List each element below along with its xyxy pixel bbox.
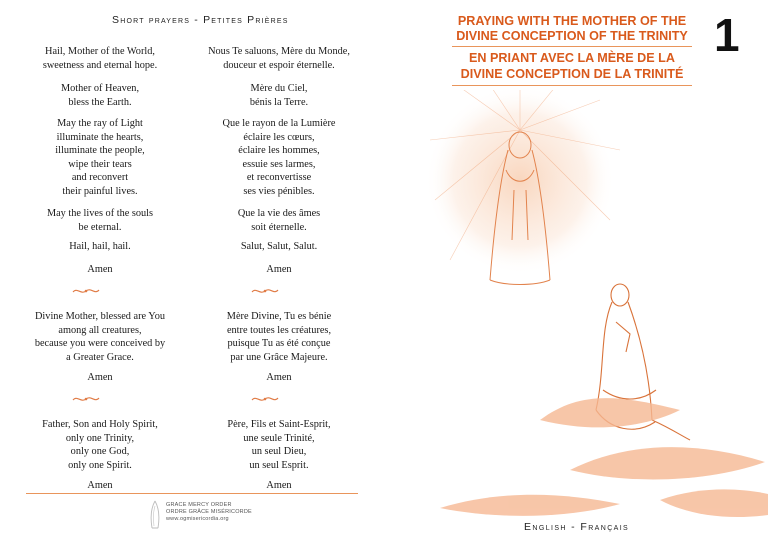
prayer-line: Hail, Mother of the World, — [45, 46, 155, 57]
prayer-7-french — [194, 310, 364, 364]
footer-text — [166, 502, 252, 524]
prayer-line: their painful lives. — [62, 185, 138, 197]
prayer-line: Père, Fils et Saint-Esprit, — [227, 419, 331, 430]
title-french — [452, 50, 692, 82]
prayer-3-french — [194, 117, 364, 199]
ornament-flourish-icon — [250, 286, 280, 296]
prayer-line: Father, Son and Holy Spirit, — [42, 419, 158, 430]
prayer-line: Amen — [266, 480, 292, 491]
prayer-line: Hail, hail, hail. — [69, 241, 131, 252]
page-heading — [112, 14, 289, 26]
heading-text: Short prayers - Petites Prières — [112, 14, 289, 26]
order-logo-icon — [148, 500, 162, 530]
prayer-line: ses vies pénibles. — [243, 185, 315, 197]
prayer-9-english — [15, 418, 185, 472]
virgin-mary-sketch-illustration — [420, 90, 768, 530]
prayer-3-english — [15, 117, 185, 199]
prayer-5-english — [15, 240, 185, 254]
prayer-line: un seul Esprit. — [249, 459, 309, 471]
prayer-4-french — [194, 207, 364, 234]
title-bottom-divider — [452, 85, 692, 86]
prayer-line: because you were conceived by — [34, 338, 166, 350]
prayer-line: a Greater Grace. — [66, 351, 134, 363]
languages-text: English - Français — [524, 521, 630, 533]
prayer-line: and reconvert — [71, 172, 129, 184]
prayer-line: soit éternelle. — [251, 221, 307, 233]
prayer-2-french — [194, 82, 364, 109]
prayer-line: Mère du Ciel, — [250, 83, 308, 94]
ornament-flourish-icon — [250, 394, 280, 404]
prayer-6-french — [194, 263, 364, 277]
prayer-8-english — [15, 371, 185, 385]
prayer-line: douceur et espoir éternelle. — [223, 59, 335, 71]
prayer-6-english — [15, 263, 185, 277]
prayer-line: Nous Te saluons, Mère du Monde, — [208, 46, 350, 57]
prayer-line: Mother of Heaven, — [60, 83, 140, 94]
prayer-line: puisque Tu as été conçue — [227, 338, 331, 350]
languages-label — [524, 521, 629, 533]
footer-line-3: www.ogmisericordia.org — [166, 516, 229, 523]
prayer-line: Salut, Salut, Salut. — [240, 241, 318, 252]
prayer-line: Amen — [87, 372, 113, 383]
prayer-8-french — [194, 371, 364, 385]
title-en-line-1: PRAYING WITH THE MOTHER OF THE — [457, 14, 687, 28]
prayer-line: Amen — [266, 372, 292, 383]
prayer-line: only one Spirit. — [68, 459, 132, 471]
prayer-1-french — [194, 45, 364, 72]
prayer-line: sweetness and eternal hope. — [42, 59, 158, 71]
prayer-7-english — [15, 310, 185, 364]
prayer-line: éclaire les cœurs, — [243, 131, 315, 143]
prayer-line: Mère Divine, Tu es bénie — [226, 311, 332, 322]
prayer-line: be eternal. — [78, 221, 122, 233]
prayer-line: Amen — [266, 264, 292, 275]
prayer-2-english — [15, 82, 185, 109]
footer-line-1: GRACE MERCY ORDER — [166, 502, 232, 508]
prayer-line: wipe their tears — [68, 158, 132, 170]
prayer-line: Que le rayon de la Lumière — [222, 118, 336, 129]
title-english — [452, 14, 692, 44]
prayer-line: Que la vie des âmes — [237, 208, 321, 219]
prayer-line: May the lives of the souls — [46, 208, 154, 219]
prayer-10-french — [194, 479, 364, 493]
prayer-10-english — [15, 479, 185, 493]
title-fr-line-2: DIVINE CONCEPTION DE LA TRINITÉ — [460, 67, 684, 81]
prayer-line: éclaire les hommes, — [238, 145, 320, 157]
prayer-line: among all creatures, — [58, 324, 142, 336]
prayer-4-english — [15, 207, 185, 234]
prayer-line: une seule Trinité, — [243, 432, 315, 444]
prayer-line: par une Grâce Majeure. — [230, 351, 328, 363]
title-fr-line-1: EN PRIANT AVEC LA MÈRE DE LA — [469, 51, 675, 65]
prayer-line: Divine Mother, blessed are You — [35, 311, 165, 322]
prayer-line: bénis la Terre. — [249, 96, 309, 108]
ornament-flourish-icon — [71, 286, 101, 296]
footer-divider — [26, 493, 358, 494]
prayer-line: illuminate the hearts, — [56, 131, 144, 143]
booklet-number: 1 — [714, 9, 740, 61]
prayer-line: illuminate the people, — [55, 145, 145, 157]
prayer-line: Amen — [87, 264, 113, 275]
prayer-line: only one God, — [70, 446, 130, 458]
prayer-1-english — [15, 45, 185, 72]
footer-line-2: ORDRE GRÂCE MISÉRICORDE — [166, 509, 252, 516]
ornament-flourish-icon — [71, 394, 101, 404]
prayer-line: un seul Dieu, — [251, 446, 307, 458]
prayer-line: only one Trinity, — [65, 432, 135, 444]
prayer-line: essuie ses larmes, — [242, 158, 316, 170]
title-divider — [452, 46, 692, 47]
prayer-line: Amen — [87, 480, 113, 491]
prayer-line: May the ray of Light — [57, 118, 143, 129]
prayer-line: bless the Earth. — [68, 96, 132, 108]
prayer-5-french — [194, 240, 364, 254]
prayer-9-french — [194, 418, 364, 472]
prayer-line: entre toutes les créatures, — [226, 324, 332, 336]
title-en-line-2: DIVINE CONCEPTION OF THE TRINITY — [456, 29, 688, 43]
prayer-line: et reconvertisse — [246, 172, 312, 184]
